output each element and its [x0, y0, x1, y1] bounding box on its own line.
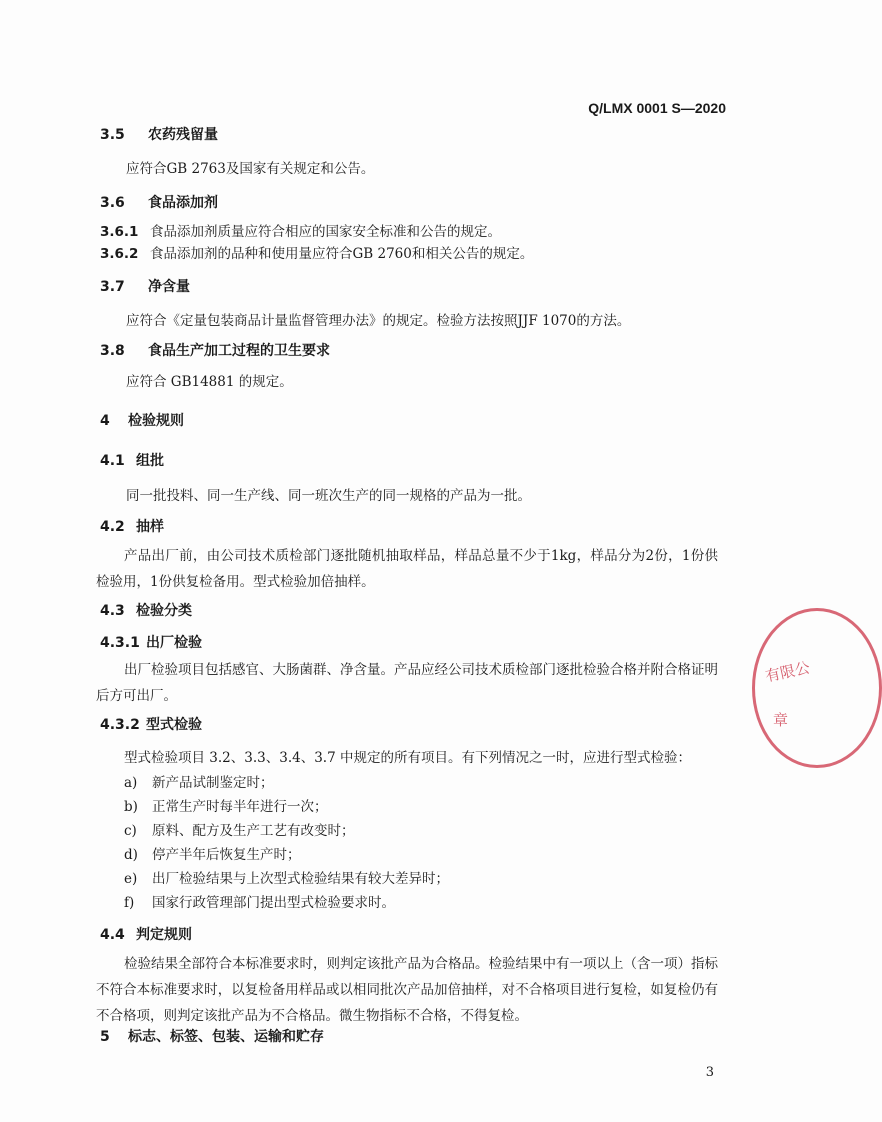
section-4-2-heading [100, 516, 164, 536]
section-number: 3.6.2 [100, 246, 139, 262]
section-title: 检验规则 [128, 413, 184, 429]
section-4-3-2-heading [100, 714, 202, 734]
section-4-3-1-heading [100, 632, 202, 652]
section-4-1-heading [100, 450, 164, 470]
section-title: 型式检验 [146, 717, 202, 733]
section-number: 4.4 [100, 927, 125, 943]
section-title: 食品生产加工过程的卫生要求 [148, 343, 330, 359]
stamp-text: 有限公 [763, 658, 812, 686]
section-title: 食品添加剂 [148, 195, 218, 211]
list-item [124, 771, 274, 791]
list-text: 原料、配方及生产工艺有改变时； [152, 823, 355, 839]
section-3-8-body: 应符合 GB14881 的规定。 [126, 374, 293, 390]
list-item [124, 819, 355, 839]
section-4-4-body: 检验结果全部符合本标准要求时，则判定该批产品为合格品。检验结果中有一项以上（含一项）指标不符合本标准要求时，以复检备用样品或以相同批次产品加倍抽样，对不合格项目进行复检，如复检仍有不合格项，则判定该批产品为不合格品。微生物指标不合格，不得复检。 [96, 956, 718, 1024]
section-number: 4.3.2 [100, 717, 140, 733]
section-title: 净含量 [148, 279, 190, 295]
section-3-5-heading [100, 124, 218, 144]
section-number: 3.5 [100, 127, 125, 143]
section-number: 4.2 [100, 519, 125, 535]
section-title: 标志、标签、包装、运输和贮存 [128, 1029, 324, 1045]
list-text: 出厂检验结果与上次型式检验结果有较大差异时； [152, 871, 449, 887]
section-4-4-heading [100, 924, 192, 944]
list-item [124, 867, 449, 887]
list-text: 正常生产时每半年进行一次； [152, 799, 328, 815]
list-item [124, 795, 328, 815]
stamp-text: 章 [773, 711, 789, 729]
list-text: 停产半年后恢复生产时； [152, 847, 301, 863]
section-number: 3.6.1 [100, 224, 139, 240]
section-number: 3.7 [100, 279, 125, 295]
section-4-3-heading [100, 600, 192, 620]
section-3-8-heading [100, 340, 330, 360]
section-4-3-1-body: 出厂检验项目包括感官、大肠菌群、净含量。产品应经公司技术质检部门逐批检验合格并附合格证明后方可出厂。 [96, 662, 718, 704]
section-3-6-2 [100, 242, 533, 262]
section-4-3-2-body: 型式检验项目 3.2、3.3、3.4、3.7 中规定的所有项目。有下列情况之一时，应进行型式检验： [124, 750, 691, 766]
company-seal-stamp [752, 608, 882, 768]
page-number: 3 [705, 1065, 714, 1080]
section-5-heading [100, 1026, 324, 1046]
section-3-5-body: 应符合GB 2763及国家有关规定和公告。 [126, 161, 375, 177]
list-marker: d) [124, 847, 138, 863]
section-title: 判定规则 [136, 927, 192, 943]
section-number: 4.3.1 [100, 635, 140, 651]
section-text: 食品添加剂质量应符合相应的国家安全标准和公告的规定。 [150, 224, 501, 240]
list-item [124, 843, 301, 863]
list-text: 新产品试制鉴定时； [152, 775, 274, 791]
section-number: 5 [100, 1029, 110, 1045]
section-4-2-body: 产品出厂前，由公司技术质检部门逐批随机抽取样品，样品总量不少于1kg，样品分为2份，1份供检验用，1份供复检备用。型式检验加倍抽样。 [96, 548, 718, 590]
document-code: Q/LMX 0001 S—2020 [588, 100, 726, 116]
section-3-7-heading [100, 276, 190, 296]
section-number: 4 [100, 413, 110, 429]
list-text: 国家行政管理部门提出型式检验要求时。 [152, 895, 395, 911]
section-number: 4.1 [100, 453, 125, 469]
section-title: 组批 [136, 453, 164, 469]
section-3-7-body: 应符合《定量包装商品计量监督管理办法》的规定。检验方法按照JJF 1070的方法。 [126, 313, 631, 329]
section-4-heading [100, 410, 184, 430]
section-3-6-1 [100, 220, 501, 240]
section-4-1-body: 同一批投料、同一生产线、同一班次生产的同一规格的产品为一批。 [126, 488, 531, 504]
section-title: 农药残留量 [148, 127, 218, 143]
list-marker: b) [124, 799, 138, 815]
list-marker: f) [124, 895, 135, 911]
list-marker: e) [124, 871, 138, 887]
section-number: 3.6 [100, 195, 125, 211]
section-text: 食品添加剂的品种和使用量应符合GB 2760和相关公告的规定。 [150, 246, 534, 262]
list-marker: c) [124, 823, 137, 839]
section-3-6-heading [100, 192, 218, 212]
list-marker: a) [124, 775, 138, 791]
section-number: 3.8 [100, 343, 125, 359]
section-number: 4.3 [100, 603, 125, 619]
section-title: 出厂检验 [146, 635, 202, 651]
section-title: 检验分类 [136, 603, 192, 619]
section-title: 抽样 [136, 519, 164, 535]
list-item [124, 891, 395, 911]
